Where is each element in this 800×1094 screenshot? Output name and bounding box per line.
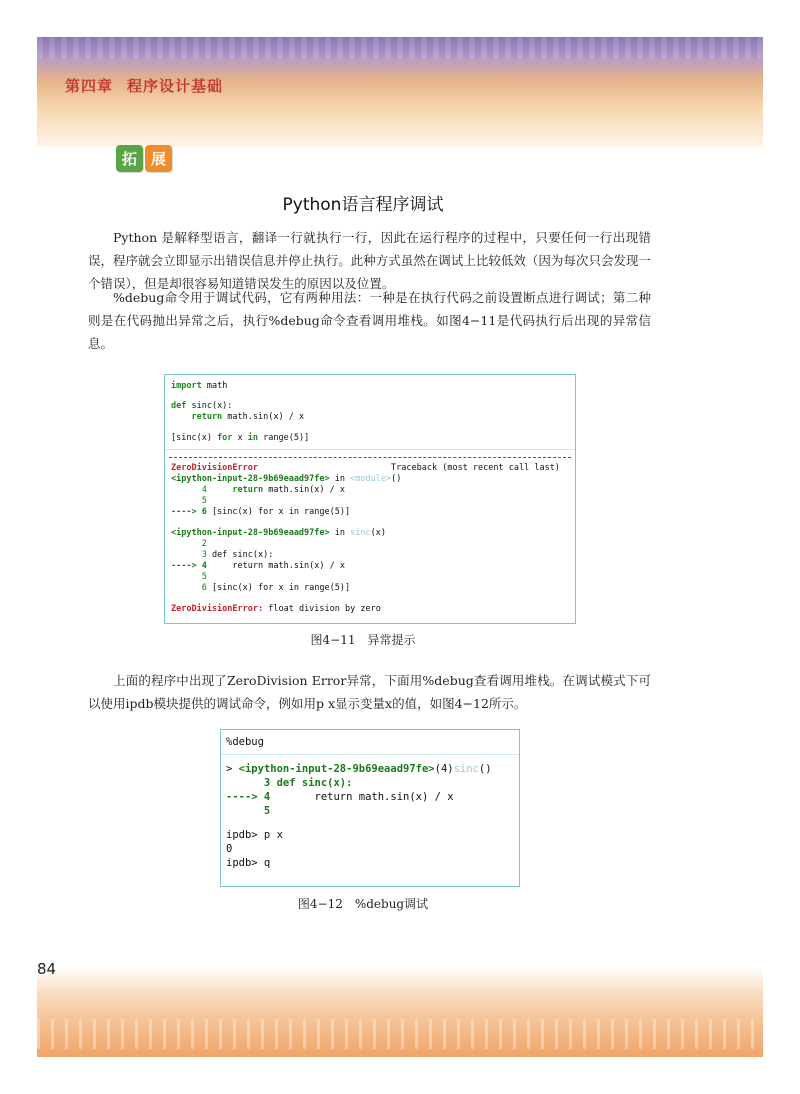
- keyword: for: [217, 433, 233, 443]
- chapter-number: 第四章: [65, 77, 114, 95]
- code-text: >: [226, 763, 239, 775]
- code-text: (): [478, 763, 492, 775]
- code-line: [226, 735, 264, 749]
- line-number: 3: [171, 550, 207, 560]
- extension-badge: [116, 145, 172, 172]
- code-line: [171, 539, 207, 550]
- figure-4-11-code: [164, 374, 576, 624]
- ipdb-prompt-line: ipdb> q: [226, 857, 271, 869]
- error-name: ZeroDivisionError:: [171, 604, 264, 614]
- module-name: <module>: [350, 474, 392, 484]
- figure-4-12-caption: 图4−12 %debug调试: [297, 897, 429, 911]
- keyword: return: [171, 412, 223, 422]
- paragraph-1: Python 是解释型语言，翻译一行就执行一行，因此在运行程序的过程中，只要任何一行出现错误，程序就会立即显示出错误信息并停止执行。此种方式虽然在调试上比较低效（因为每次只会发现一个错误），但是却很容易知道错误发生的原因以及位置。: [88, 230, 651, 291]
- paragraph-3: 上面的程序中出现了ZeroDivision Error异常，下面用%debug查看调用堆栈。在调试模式下可以使用ipdb模块提供的调试命令，例如用p x显示变量x的值，如图4−12所示。: [88, 673, 651, 711]
- cell-divider: [165, 449, 575, 450]
- code-text: def sinc(x):: [206, 550, 274, 560]
- line-number: 5: [171, 572, 207, 582]
- code-line: 3 def sinc(x):: [226, 777, 353, 789]
- ipython-input: <ipython-input-28-9b69eaad97fe>: [171, 474, 330, 484]
- traceback-separator: [169, 457, 571, 459]
- ipdb-output-line: 0: [226, 843, 233, 855]
- function-name: sinc: [350, 528, 371, 538]
- code-line: [171, 412, 304, 423]
- code-text: Traceback (most recent call last): [258, 463, 560, 473]
- chapter-name: 程序设计基础: [127, 77, 224, 95]
- code-line: [226, 790, 454, 804]
- line-number: 6: [171, 583, 207, 593]
- code-line: [171, 507, 350, 518]
- figure-4-11-caption: 图4−11 异常提示: [310, 633, 416, 647]
- ipython-input: <ipython-input-28-9b69eaad97fe>: [238, 763, 435, 775]
- ipython-input: <ipython-input-28-9b69eaad97fe>: [171, 528, 330, 538]
- code-line: [171, 485, 345, 496]
- code-line: [171, 463, 560, 474]
- keyword: in: [247, 433, 259, 443]
- code-line: [171, 496, 207, 507]
- current-line-arrow: ----> 4: [171, 561, 207, 571]
- paragraph-2: %debug命令用于调试代码，它有两种用法：一种是在执行代码之前设置断点进行调试；第二种则是在代码抛出异常之后，执行%debug命令查看调用堆栈。如图4−11是代码执行后出现的异常信息。: [88, 290, 651, 351]
- current-line-arrow: ----> 6: [171, 507, 207, 517]
- code-text: return math.sin(x) / x: [206, 561, 345, 571]
- code-text: [sinc(x) for x in range(5)]: [206, 583, 351, 593]
- code-line: [171, 474, 401, 485]
- code-text: (x): [370, 528, 386, 538]
- keyword: return: [206, 485, 264, 495]
- code-text: math: [201, 381, 228, 391]
- chapter-title: [65, 75, 237, 96]
- current-line-arrow: ----> 4: [226, 791, 271, 803]
- code-text: return math.sin(x) / x: [270, 791, 454, 803]
- code-text: in: [329, 528, 351, 538]
- keyword: import: [171, 381, 202, 391]
- badge-char-1: 拓: [116, 145, 143, 172]
- code-text: [sinc(x) for x in range(5)]: [206, 507, 351, 517]
- code-text: in: [329, 474, 351, 484]
- code-line: [171, 381, 227, 392]
- error-name: ZeroDivisionError: [171, 463, 258, 473]
- code-line: 5: [226, 805, 271, 817]
- code-line: [171, 561, 345, 572]
- header-banner: [37, 37, 763, 147]
- code-text: range(5)]: [258, 433, 310, 443]
- code-text: (4): [434, 763, 454, 775]
- code-line: [171, 433, 309, 444]
- line-number: 2: [171, 539, 207, 549]
- code-text: x: [232, 433, 248, 443]
- code-line: [171, 401, 232, 412]
- cell-divider: [221, 754, 519, 755]
- code-line: [171, 604, 381, 615]
- code-line: [171, 528, 386, 539]
- line-number: 5: [171, 496, 207, 506]
- keyword: def: [171, 401, 187, 411]
- code-text: math.sin(x) / x: [263, 485, 346, 495]
- code-line: [171, 583, 350, 594]
- section-title: Python语言程序调试: [282, 195, 444, 215]
- function-name: sinc: [453, 763, 479, 775]
- code-line: [226, 762, 492, 776]
- code-line: [171, 550, 273, 561]
- code-text: (): [391, 474, 402, 484]
- code-text: sinc(x):: [186, 401, 233, 411]
- magic-command: %debug: [226, 736, 264, 748]
- footer-banner: [37, 967, 763, 1057]
- code-text: [sinc(x): [171, 433, 218, 443]
- ipdb-prompt-line: ipdb> p x: [226, 829, 283, 841]
- code-text: float division by zero: [263, 604, 381, 614]
- figure-4-12-code: [220, 729, 520, 887]
- code-text: math.sin(x) / x: [222, 412, 305, 422]
- line-number: 4: [171, 485, 207, 495]
- code-line: [171, 572, 207, 583]
- page-number: 84: [37, 960, 57, 978]
- badge-char-2: 展: [145, 145, 172, 172]
